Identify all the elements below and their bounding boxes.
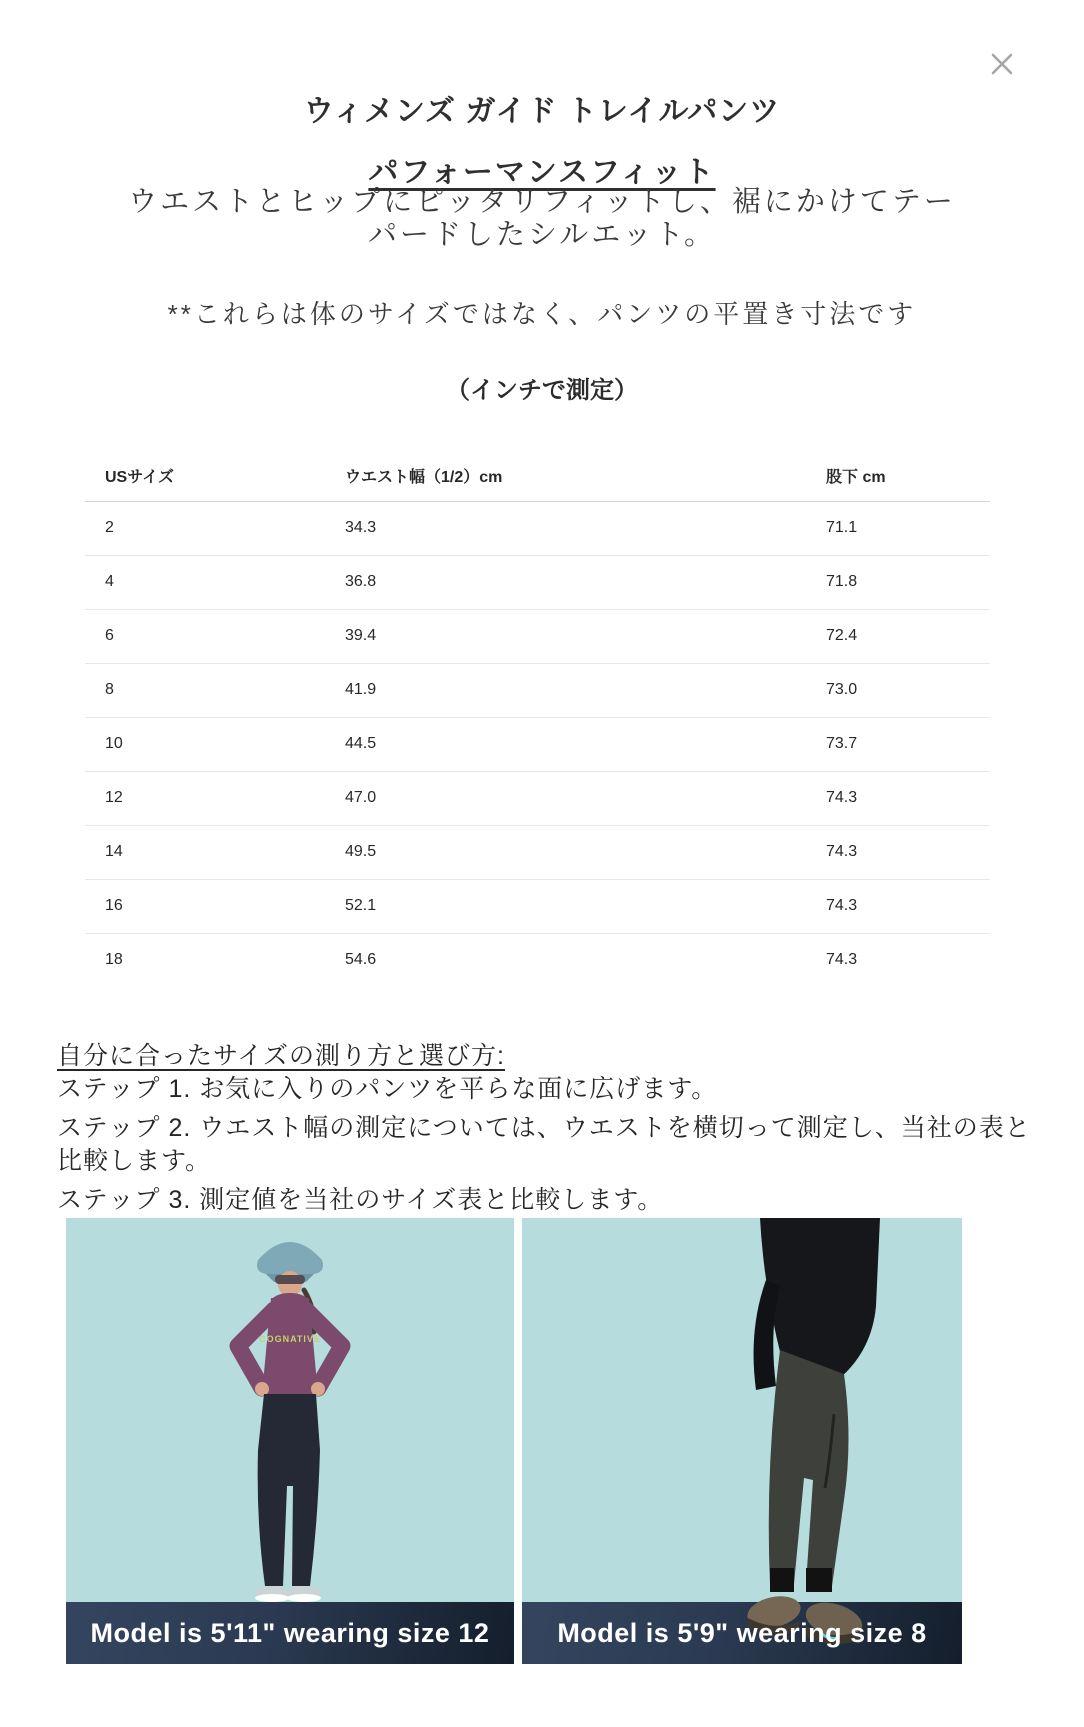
model-photo-size-8 xyxy=(522,1218,962,1664)
table-cell: 73.7 xyxy=(806,718,990,772)
sizing-guide-heading: 自分に合ったサイズの測り方と選び方: xyxy=(57,1042,505,1070)
step-2-text: ステップ 2. ウエスト幅の測定については、ウエストを横切って測定し、当社の表と比較します。 xyxy=(57,1114,1031,1175)
unit-note: （インチで測定） xyxy=(446,377,638,404)
model-caption: Model is 5'9" wearing size 8 xyxy=(557,1617,927,1648)
table-cell: 74.3 xyxy=(826,951,858,968)
table-cell: 14 xyxy=(85,826,325,880)
table-cell: 44.5 xyxy=(325,718,806,772)
size-table-header-row xyxy=(85,450,990,502)
table-cell: 74.3 xyxy=(806,880,990,934)
model-photos xyxy=(66,1218,962,1664)
table-cell: 47.0 xyxy=(325,772,806,826)
table-row xyxy=(85,826,990,880)
table-cell: 54.6 xyxy=(345,951,377,968)
table-row xyxy=(85,556,990,610)
table-cell: 74.3 xyxy=(806,772,990,826)
female-model-figure xyxy=(66,1218,514,1664)
table-cell: 39.4 xyxy=(325,610,806,664)
step-1-text: ステップ 1. お気に入りのパンツを平らな面に広げます。 xyxy=(57,1075,718,1103)
measurement-note: **これらは体のサイズではなく、パンツの平置き寸法です xyxy=(167,299,917,329)
table-cell: 8 xyxy=(85,664,325,718)
column-header: 股下 cm xyxy=(806,450,990,502)
close-button[interactable] xyxy=(984,46,1020,82)
table-row xyxy=(85,610,990,664)
table-cell: 10 xyxy=(85,718,325,772)
table-cell: 34.3 xyxy=(325,502,806,556)
page-title: ウィメンズ ガイド トレイルパンツ xyxy=(303,95,781,128)
fit-heading: パフォーマンスフィット xyxy=(368,156,716,189)
size-table xyxy=(85,450,990,987)
sizing-steps xyxy=(57,1073,1037,1223)
table-cell: 73.0 xyxy=(806,664,990,718)
table-row xyxy=(85,934,990,988)
table-cell: 36.8 xyxy=(325,556,806,610)
column-header: ウエスト幅（1/2）cm xyxy=(325,450,806,502)
close-icon xyxy=(990,52,1014,76)
table-row xyxy=(85,772,990,826)
table-cell: 74.3 xyxy=(806,826,990,880)
table-cell: 71.1 xyxy=(806,502,990,556)
size-table-body xyxy=(85,502,990,988)
shirt-logo-text: COGNATIVE xyxy=(259,1334,321,1344)
table-cell: 41.9 xyxy=(325,664,806,718)
table-cell: 2 xyxy=(85,502,325,556)
table-cell: 4 xyxy=(85,556,325,610)
table-cell: 49.5 xyxy=(325,826,806,880)
pants-detail-figure xyxy=(522,1218,962,1664)
table-cell: 16 xyxy=(85,880,325,934)
model-photo-size-12 xyxy=(66,1218,514,1664)
table-cell: 72.4 xyxy=(806,610,990,664)
table-row xyxy=(85,664,990,718)
table-row xyxy=(85,502,990,556)
table-cell: 71.8 xyxy=(806,556,990,610)
step-3-text: ステップ 3. 測定値を当社のサイズ表と比較します。 xyxy=(57,1186,664,1214)
table-row xyxy=(85,880,990,934)
column-header: USサイズ xyxy=(85,450,325,502)
table-cell: 18 xyxy=(105,951,123,968)
fit-description: ウエストとヒップにピッタリフィットし、裾にかけてテーパードしたシルエット。 xyxy=(128,186,956,251)
table-cell: 12 xyxy=(85,772,325,826)
model-caption: Model is 5'11" wearing size 12 xyxy=(90,1617,490,1648)
table-cell: 6 xyxy=(85,610,325,664)
table-cell: 52.1 xyxy=(325,880,806,934)
table-row xyxy=(85,718,990,772)
